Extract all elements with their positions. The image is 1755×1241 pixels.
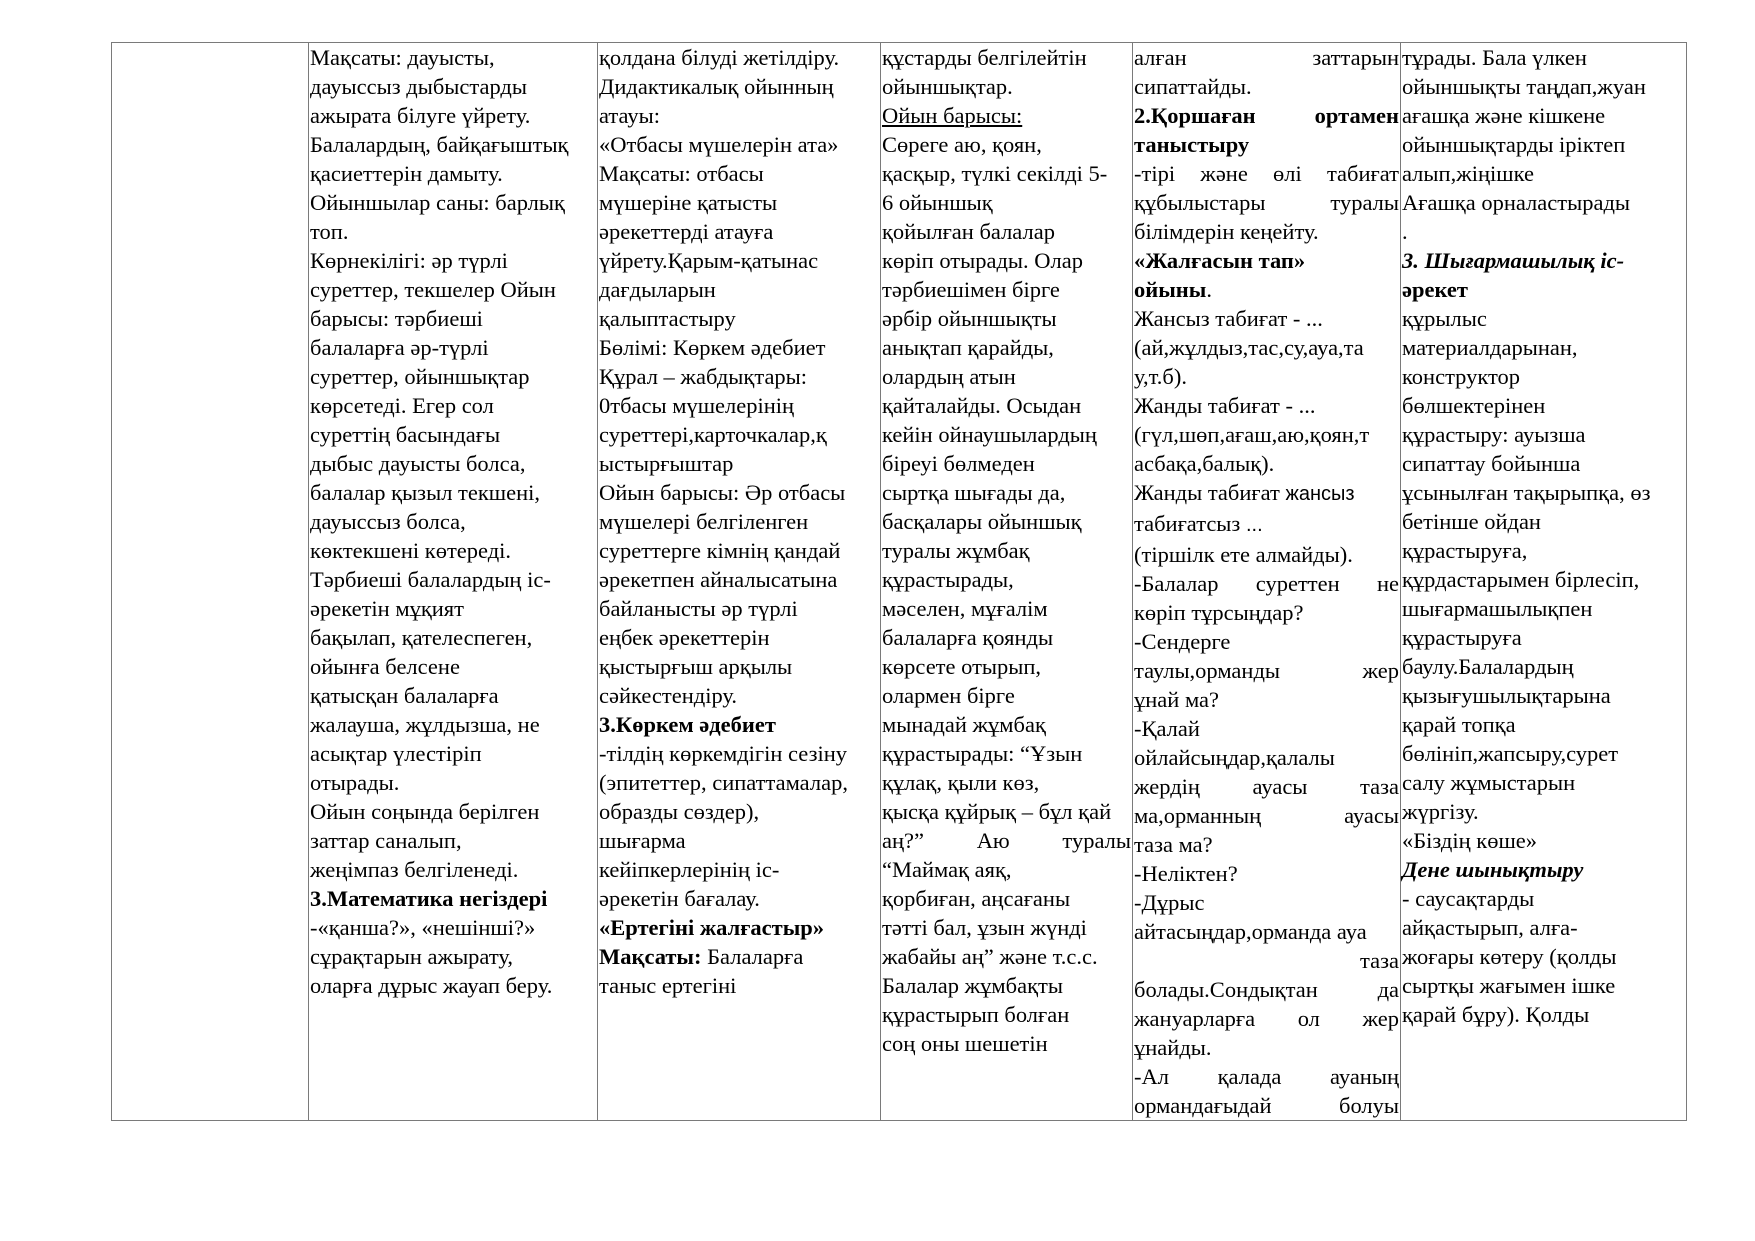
text-line: туралы жұмбақ bbox=[882, 538, 1030, 563]
text-line: суреттерге кімнің қандай bbox=[599, 538, 841, 563]
text-line: отырады. bbox=[310, 770, 400, 795]
text-line: қыстырғыш арқылы bbox=[599, 654, 793, 679]
game-title: «Ертегіні жалғастыр» bbox=[599, 915, 825, 940]
text-line: соң оны шешетін bbox=[882, 1031, 1048, 1056]
text-line: у,т.б). bbox=[1134, 364, 1187, 389]
text-line: -Ал қалада ауаның bbox=[1134, 1064, 1399, 1089]
text-line: көрсете отырып, bbox=[882, 654, 1042, 679]
section-heading: 2.Қоршаған ортамен bbox=[1134, 103, 1399, 128]
text-line: тұрады. Бала үлкен bbox=[1402, 45, 1587, 70]
text-line: таза bbox=[1360, 948, 1399, 973]
text-line: Мақсаты: отбасы bbox=[599, 161, 764, 186]
game-title: ойыны bbox=[1134, 277, 1207, 302]
text-line: қарай бұру). Қолды bbox=[1402, 1002, 1590, 1027]
text-line: қолдана білуді жетілдіру. bbox=[599, 45, 840, 70]
text-line: құбылыстары туралы bbox=[1134, 190, 1399, 215]
text-line: ойыншықтарды іріктеп bbox=[1402, 132, 1626, 157]
text-line: Тәрбиеші балалардың іс- bbox=[310, 567, 551, 592]
table-row bbox=[112, 43, 1687, 1121]
text-line: алып,жіңішке bbox=[1402, 161, 1534, 186]
text-line: көріп отырады. Олар bbox=[882, 248, 1084, 273]
text-line: мүшеріне қатысты bbox=[599, 190, 778, 215]
text-line: балаларға әр-түрлі bbox=[310, 335, 489, 360]
goal-label: Мақсаты: bbox=[599, 944, 702, 969]
text-line: таныс ертегіні bbox=[599, 973, 737, 998]
text-line: олардың атын bbox=[882, 364, 1016, 389]
text-line: дауыссыз дыбыстарды bbox=[310, 74, 527, 99]
text-line: (гүл,шөп,ағаш,аю,қоян,т bbox=[1134, 422, 1370, 447]
text-line: бөлшектерінен bbox=[1402, 393, 1546, 418]
text-line: оларға дұрыс жауап беру. bbox=[310, 973, 553, 998]
text-line: болады.Сондықтан да bbox=[1134, 977, 1399, 1002]
text-line: -Неліктен? bbox=[1134, 861, 1238, 886]
text-line: құрастырады, bbox=[882, 567, 1014, 592]
text-line: Ойыншылар саны: барлық bbox=[310, 190, 565, 215]
text-line: Дидактикалық ойынның bbox=[599, 74, 834, 99]
text-line: ойыншықты таңдап,жуан bbox=[1402, 74, 1646, 99]
section-heading: таныстыру bbox=[1134, 132, 1250, 157]
text-line bbox=[1134, 275, 1399, 304]
text-line: -Балалар суреттен не bbox=[1134, 571, 1399, 596]
text-line: көріп тұрсыңдар? bbox=[1134, 600, 1304, 625]
text-line: құрдастарымен бірлесіп, bbox=[1402, 567, 1640, 592]
text-line: құрастырады: “Ұзын bbox=[882, 741, 1083, 766]
text-line: мынадай жұмбақ bbox=[882, 712, 1046, 737]
section-heading: 3. Шығармашылық іс- bbox=[1402, 248, 1625, 273]
text-line: алған заттарын bbox=[1134, 45, 1399, 70]
text-line: сипаттайды. bbox=[1134, 74, 1252, 99]
text-line: (эпитеттер, сипаттамалар, bbox=[599, 770, 848, 795]
text-line: әрекетін бағалау. bbox=[599, 886, 760, 911]
text-line: әрекеттерді атауға bbox=[599, 219, 774, 244]
text-line: біреуі бөлмеден bbox=[882, 451, 1035, 476]
text-line: сипаттау бойынша bbox=[1402, 451, 1581, 476]
text-line: асбақа,балық). bbox=[1134, 451, 1275, 476]
text-line: тәтті бал, ұзын жүнді bbox=[882, 915, 1087, 940]
text-line: Ағашқа орналастырады bbox=[1402, 190, 1631, 215]
text-line: жоғары көтеру (қолды bbox=[1402, 944, 1617, 969]
text-line: таулы,орманды жер bbox=[1134, 658, 1399, 683]
text-line: шығармашылықпен bbox=[1402, 596, 1593, 621]
text-line: айтасыңдар,орманда ауа bbox=[1134, 919, 1367, 944]
text-line: «Отбасы мүшелерін ата» bbox=[599, 132, 839, 157]
text-line: дауыссыз болса, bbox=[310, 509, 466, 534]
text-line: - саусақтарды bbox=[1402, 886, 1535, 911]
text-line: бетінше ойдан bbox=[1402, 509, 1541, 534]
text-line: суреттері,карточкалар,қ bbox=[599, 422, 827, 447]
text-fragment: жансыз bbox=[1285, 483, 1355, 505]
text-line: ойыншықтар. bbox=[882, 74, 1013, 99]
text-line: балалар қызыл текшені, bbox=[310, 480, 541, 505]
text-line: жеңімпаз белгіленеді. bbox=[310, 857, 519, 882]
text-line: суреттер, текшелер Ойын bbox=[310, 277, 556, 302]
text-line: мүшелері белгіленген bbox=[599, 509, 809, 534]
text-line: басқалары ойыншық bbox=[882, 509, 1082, 534]
text-line: құстарды белгілейтін bbox=[882, 45, 1087, 70]
text-line: қасқыр, түлкі секілді 5- bbox=[882, 161, 1108, 186]
text-line bbox=[599, 942, 879, 971]
text-line: бақылап, қателеспеген, bbox=[310, 625, 533, 650]
text-line: ойлайсыңдар,қалалы bbox=[1134, 745, 1335, 770]
text-line: ұнайды. bbox=[1134, 1035, 1212, 1060]
text-line: Бөлімі: Көркем әдебиет bbox=[599, 335, 826, 360]
text-line: дыбыс дауысты болса, bbox=[310, 451, 526, 476]
text-line: әрбір ойыншықты bbox=[882, 306, 1057, 331]
text-line: білімдерін кеңейту. bbox=[1134, 219, 1319, 244]
text-line: кейін ойнаушылардың bbox=[882, 422, 1097, 447]
text-line: -тірі және өлі табиғат bbox=[1134, 161, 1399, 186]
text-line: еңбек әрекеттерін bbox=[599, 625, 770, 650]
text-line: балаларға қоянды bbox=[882, 625, 1054, 650]
text-line: жануарларға ол жер bbox=[1134, 1006, 1399, 1031]
text-line: Жанды табиғат - ... bbox=[1134, 393, 1316, 418]
text-line: қатысқан балаларға bbox=[310, 683, 499, 708]
text-line: Балалар жұмбақты bbox=[882, 973, 1063, 998]
text-line: көктекшені көтереді. bbox=[310, 538, 512, 563]
text-line: Жансыз табиғат - ... bbox=[1134, 306, 1323, 331]
text-line: Ойын барысы: Әр отбасы bbox=[599, 480, 846, 505]
text-line: ыстырғыштар bbox=[599, 451, 734, 476]
column-4-cell bbox=[881, 43, 1133, 1121]
text-line: үйрету.Қарым-қатынас bbox=[599, 248, 819, 273]
text-line: қысқа құйрық – бұл қай bbox=[882, 799, 1112, 824]
text-line: қызығушылықтарына bbox=[1402, 683, 1611, 708]
text-line: анықтап қарайды, bbox=[882, 335, 1054, 360]
text-line: ойынға белсене bbox=[310, 654, 460, 679]
text-line: құрастырып болған bbox=[882, 1002, 1070, 1027]
text-line: ма,орманның ауасы bbox=[1134, 803, 1399, 828]
text-line: суреттер, ойыншықтар bbox=[310, 364, 530, 389]
text-line: 6 ойыншық bbox=[882, 190, 993, 215]
column-6-cell bbox=[1401, 43, 1687, 1121]
text-line: мәселен, мұғалім bbox=[882, 596, 1048, 621]
text-line: Құрал – жабдықтары: bbox=[599, 364, 808, 389]
goal-text: Балаларға bbox=[701, 944, 804, 969]
text-line: қойылған балалар bbox=[882, 219, 1055, 244]
text-line: жердің ауасы таза bbox=[1134, 774, 1399, 799]
text-line: ормандағыдай болуы bbox=[1134, 1093, 1399, 1118]
text-line: ұнай ма? bbox=[1134, 687, 1220, 712]
game-progress-label: Ойын барысы: bbox=[882, 103, 1023, 128]
text-line: қарай топқа bbox=[1402, 712, 1516, 737]
text-line: топ. bbox=[310, 219, 349, 244]
text-line: қайталайды. Осыдан bbox=[882, 393, 1082, 418]
section-heading: 3.Көркем әдебиет bbox=[599, 712, 776, 737]
text-line: қорбиған, аңсағаны bbox=[882, 886, 1071, 911]
text-line: аң?” Аю туралы bbox=[882, 828, 1131, 853]
text-line: сұрақтарын ажырату, bbox=[310, 944, 513, 969]
text-line: -«қанша?», «нешінші?» bbox=[310, 915, 536, 940]
text-line: Мақсаты: дауысты, bbox=[310, 45, 495, 70]
text-line: кейіпкерлерінің іс- bbox=[599, 857, 780, 882]
text-line: құрастыруға bbox=[1402, 625, 1522, 650]
text-line: . bbox=[1402, 219, 1408, 244]
text-line: атауы: bbox=[599, 103, 660, 128]
text-line: шығарма bbox=[599, 828, 686, 853]
text-line: олармен бірге bbox=[882, 683, 1015, 708]
text-line: сыртқы жағымен ішке bbox=[1402, 973, 1616, 998]
text-line: -Сендерге bbox=[1134, 629, 1231, 654]
column-3-cell bbox=[598, 43, 881, 1121]
text-line: құрылыс bbox=[1402, 306, 1487, 331]
text-line: жалауша, жұлдызша, не bbox=[310, 712, 540, 737]
text-line: образды сөздер), bbox=[599, 799, 760, 824]
text-line: жүргізу. bbox=[1402, 799, 1479, 824]
text-line: тәрбиешімен бірге bbox=[882, 277, 1060, 302]
text-line: дағдыларын bbox=[599, 277, 716, 302]
text-line: «Біздің көше» bbox=[1402, 828, 1538, 853]
text-line: байланысты әр түрлі bbox=[599, 596, 798, 621]
text-line: -Дұрыс bbox=[1134, 890, 1205, 915]
text-line: әрекетін мұқият bbox=[310, 596, 464, 621]
lesson-plan-table bbox=[111, 42, 1687, 1121]
text-line: суреттің басындағы bbox=[310, 422, 501, 447]
text-line: ұсынылған тақырыпқа, өз bbox=[1402, 480, 1651, 505]
column-2-cell bbox=[309, 43, 598, 1121]
text-line: Ойын соңында берілген bbox=[310, 799, 540, 824]
text-line: (ай,жұлдыз,тас,су,ауа,та bbox=[1134, 335, 1364, 360]
text-line: сыртқа шығады да, bbox=[882, 480, 1066, 505]
text-fragment: табиғатсыз bbox=[1134, 511, 1246, 536]
text-line: конструктор bbox=[1402, 364, 1521, 389]
text-line: бөлініп,жапсыру,сурет bbox=[1402, 741, 1619, 766]
text-line: барысы: тәрбиеші bbox=[310, 306, 483, 331]
text-line: салу жұмыстарын bbox=[1402, 770, 1576, 795]
text-line: айқастырып, алға- bbox=[1402, 915, 1578, 940]
text-line: құлақ, қыли көз, bbox=[882, 770, 1040, 795]
text-line: құрастыру: ауызша bbox=[1402, 422, 1586, 447]
text-line: -тілдің көркемдігін сезіну bbox=[599, 741, 847, 766]
text-line: көрсетеді. Егер сол bbox=[310, 393, 494, 418]
section-heading: әрекет bbox=[1402, 277, 1468, 302]
text-line: ағашқа және кішкене bbox=[1402, 103, 1606, 128]
text-line: Көрнекілігі: әр түрлі bbox=[310, 248, 508, 273]
text-line: әрекетпен айналысатына bbox=[599, 567, 838, 592]
text-line: қалыптастыру bbox=[599, 306, 736, 331]
text-line: -Қалай bbox=[1134, 716, 1200, 741]
section-heading: Дене шынықтыру bbox=[1402, 857, 1584, 882]
text-line bbox=[1134, 509, 1399, 540]
text-fragment: . bbox=[1206, 277, 1212, 302]
text-line: қасиеттерін дамыту. bbox=[310, 161, 503, 186]
text-line: материалдарынан, bbox=[1402, 335, 1578, 360]
text-line: Сөреге аю, қоян, bbox=[882, 132, 1042, 157]
section-heading: 3.Математика негіздері bbox=[310, 886, 548, 911]
text-line: жабайы аң” және т.с.с. bbox=[882, 944, 1098, 969]
text-line: Балалардың, байқағыштық bbox=[310, 132, 569, 157]
game-title: «Жалғасын тап» bbox=[1134, 248, 1306, 273]
empty-first-column bbox=[112, 43, 309, 1121]
text-fragment: Жанды табиғат bbox=[1134, 480, 1286, 505]
text-fragment: ... bbox=[1245, 514, 1263, 536]
text-line: заттар саналып, bbox=[310, 828, 462, 853]
text-line: ажырата білуге үйрету. bbox=[310, 103, 531, 128]
text-line: таза ма? bbox=[1134, 832, 1213, 857]
text-line: құрастыруға, bbox=[1402, 538, 1528, 563]
text-line: (тіршілк ете алмайды). bbox=[1134, 542, 1353, 567]
text-line: асықтар үлестіріп bbox=[310, 741, 482, 766]
column-5-cell bbox=[1133, 43, 1401, 1121]
text-line: баулу.Балалардың bbox=[1402, 654, 1574, 679]
text-line: сәйкестендіру. bbox=[599, 683, 738, 708]
text-line: 0тбасы мүшелерінің bbox=[599, 393, 795, 418]
text-line bbox=[1134, 478, 1399, 509]
text-line: “Маймақ аяқ, bbox=[882, 857, 1012, 882]
